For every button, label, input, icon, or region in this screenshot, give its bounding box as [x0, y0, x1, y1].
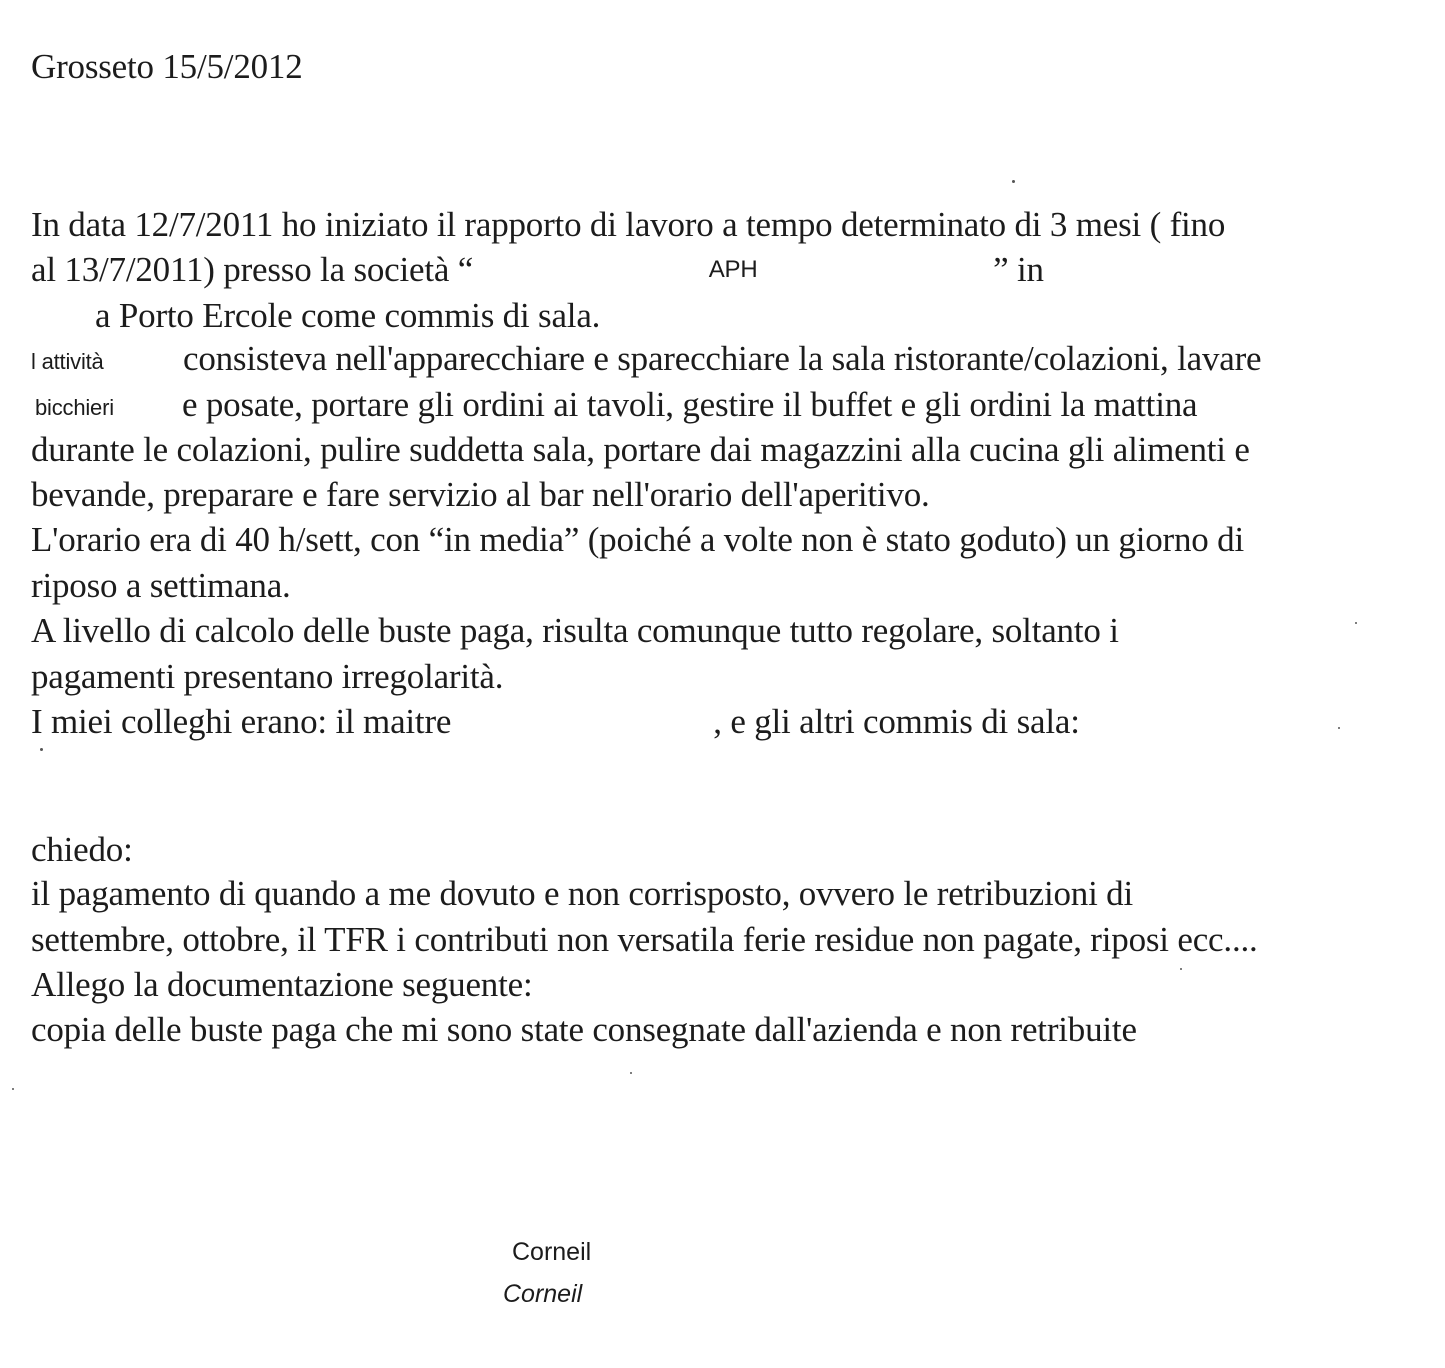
request-heading: chiedo: — [31, 830, 133, 869]
company-name: APH — [708, 256, 758, 283]
paragraph2-line2 — [31, 385, 1197, 425]
paragraph2-line4: bevande, preparare e fare servizio al bar nell'orario dell'aperitivo. — [31, 475, 930, 514]
activity-label: l attività — [31, 349, 104, 374]
paragraph2-line1-text: consisteva nell'apparecchiare e sparecchiare la sala ristorante/colazioni, lavare — [183, 339, 1262, 378]
paragraph1-line2-start: al 13/7/2011) presso la società “ — [31, 250, 474, 289]
scan-speck — [1355, 622, 1357, 624]
request-line4: copia delle buste paga che mi sono state consegnate dall'azienda e non retribuite — [31, 1010, 1137, 1049]
scan-speck — [630, 1072, 632, 1074]
scan-speck — [1338, 727, 1340, 729]
request-line3: Allego la documentazione seguente: — [31, 965, 533, 1004]
signature-handwritten: Corneil — [503, 1280, 583, 1308]
paragraph1-line2-end: ” in — [993, 250, 1044, 289]
scan-speck — [40, 748, 43, 751]
paragraph1-line2 — [31, 250, 1044, 290]
request-line2: settembre, ottobre, il TFR i contributi non versatila ferie residue non pagate, riposi ecc.... — [31, 920, 1258, 959]
scan-speck — [12, 1088, 14, 1090]
paragraph5-line1 — [31, 702, 1080, 742]
request-line1: il pagamento di quando a me dovuto e non corrisposto, ovvero le retribuzioni di — [31, 874, 1133, 913]
scan-speck — [1180, 968, 1182, 970]
paragraph4-line1: A livello di calcolo delle buste paga, risulta comunque tutto regolare, soltanto i — [31, 611, 1119, 650]
scan-speck — [1012, 180, 1015, 183]
colleagues-end: , e gli altri commis di sala: — [713, 702, 1080, 741]
paragraph2-line1 — [31, 339, 1261, 379]
paragraph4-line2: pagamenti presentano irregolarità. — [31, 657, 504, 696]
signature-name: Corneil — [512, 1238, 592, 1266]
place-date: Grosseto 15/5/2012 — [31, 47, 303, 86]
paragraph2-line3: durante le colazioni, pulire suddetta sala, portare dai magazzini alla cucina gli alimenti e — [31, 430, 1250, 469]
paragraph2-line2-text: e posate, portare gli ordini ai tavoli, gestire il buffet e gli ordini la mattina — [182, 385, 1198, 424]
glasses-label: bicchieri — [35, 395, 114, 420]
paragraph3-line2: riposo a settimana. — [31, 566, 291, 605]
paragraph3-line1: L'orario era di 40 h/sett, con “in media” (poiché a volte non è stato goduto) un giorno di — [31, 520, 1244, 559]
paragraph1-line1: In data 12/7/2011 ho iniziato il rapporto di lavoro a tempo determinato di 3 mesi ( fino — [31, 205, 1226, 244]
paragraph1-line3: a Porto Ercole come commis di sala. — [95, 296, 601, 335]
colleagues-start: I miei colleghi erano: il maitre — [31, 702, 452, 741]
